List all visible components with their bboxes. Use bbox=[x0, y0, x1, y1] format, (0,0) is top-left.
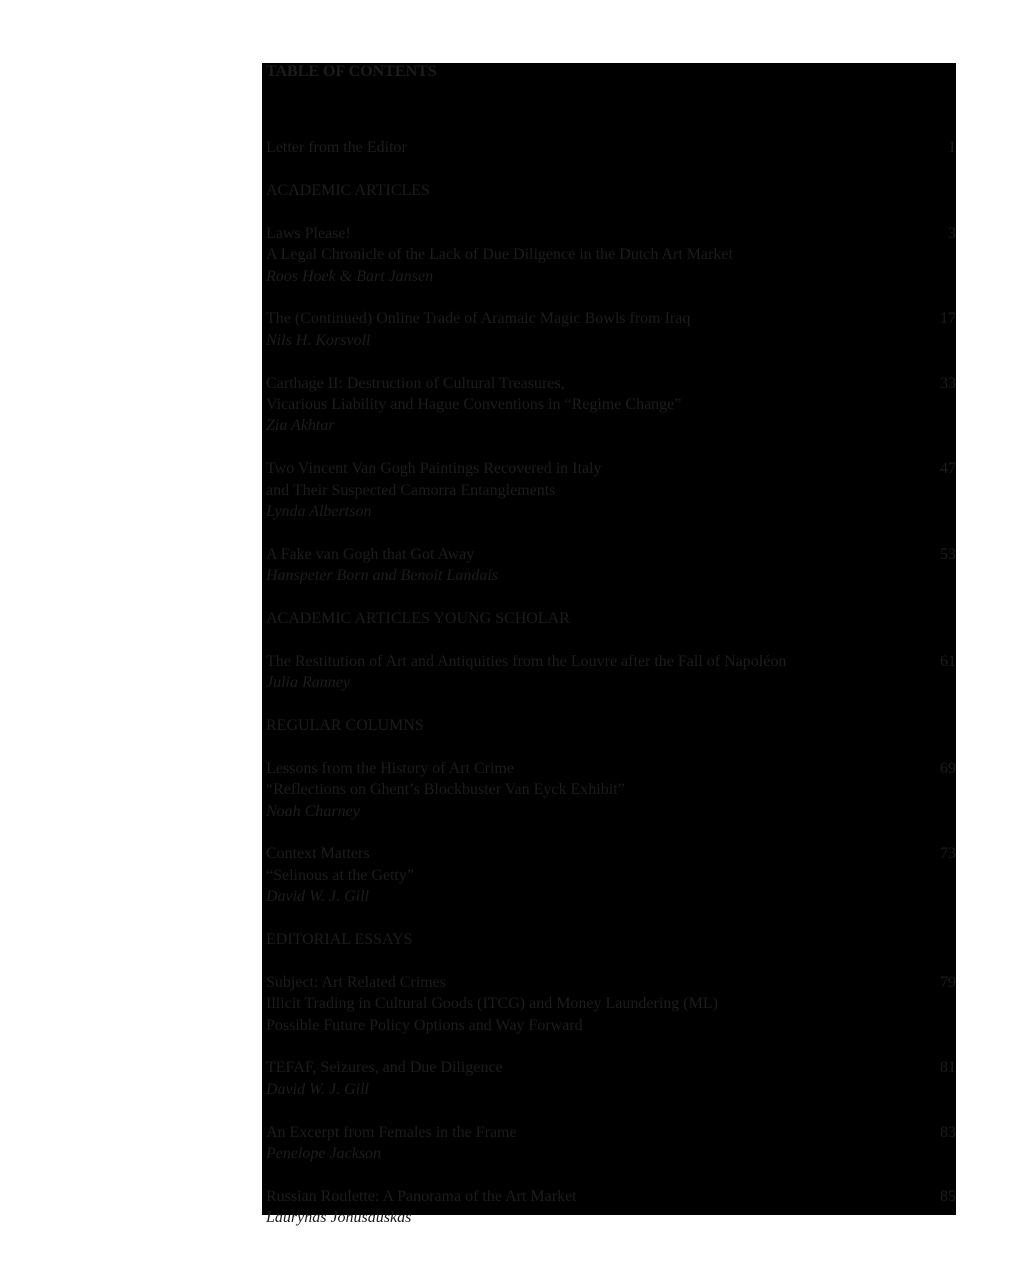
toc-entry-title: Russian Roulette: A Panorama of the Art Market bbox=[266, 1187, 577, 1205]
toc-entry-title: An Excerpt from Females in the Frame bbox=[266, 1123, 517, 1141]
toc-page-number: 81 bbox=[940, 1059, 956, 1077]
toc-entry-subtitle: “Selinous at the Getty” bbox=[266, 866, 414, 884]
toc-entry-author: David W. J. Gill bbox=[266, 1080, 369, 1098]
table-of-contents-panel bbox=[262, 63, 956, 1227]
toc-entry-author: Lynda Albertson bbox=[266, 502, 372, 520]
toc-entry[interactable] bbox=[266, 308, 956, 351]
toc-entry-title: Two Vincent Van Gogh Paintings Recovered in Italy bbox=[266, 460, 602, 478]
toc-section-heading: ACADEMIC ARTICLES bbox=[266, 181, 430, 199]
toc-entry-title: Lessons from the History of Art Crime bbox=[266, 759, 514, 777]
toc-entry-subtitle: Illicit Trading in Cultural Goods (ITCG) and Money Laundering (ML) bbox=[266, 995, 718, 1013]
toc-entry[interactable] bbox=[266, 843, 956, 907]
toc-page-number: 33 bbox=[940, 374, 956, 392]
toc-page-number: 79 bbox=[940, 973, 956, 991]
toc-entry[interactable] bbox=[266, 651, 956, 694]
toc-section-heading: ACADEMIC ARTICLES YOUNG SCHOLAR bbox=[266, 609, 570, 627]
toc-entry-author: Penelope Jackson bbox=[266, 1144, 382, 1162]
toc-entry[interactable] bbox=[266, 1057, 956, 1100]
toc-entry-author: Noah Charney bbox=[266, 802, 360, 820]
toc-entry[interactable] bbox=[266, 758, 956, 822]
toc-list bbox=[266, 123, 956, 1227]
toc-entry-title: TEFAF, Seizures, and Due Diligence bbox=[266, 1059, 503, 1077]
toc-page-number: 53 bbox=[940, 545, 956, 563]
toc-entry-title: Subject: Art Related Crimes bbox=[266, 973, 446, 991]
toc-entry-letter[interactable] bbox=[266, 137, 956, 158]
toc-entry-subtitle: A Legal Chronicle of the Lack of Due Diligence in the Dutch Art Market bbox=[266, 246, 733, 264]
toc-entry-author: Julia Ranney bbox=[266, 674, 350, 692]
toc-entry-title: The Restitution of Art and Antiquities from the Louvre after the Fall of Napoléon bbox=[266, 652, 787, 670]
toc-entry-author: Nils H. Korsvoll bbox=[266, 331, 371, 349]
toc-entry-subtitle: and Their Suspected Camorra Entanglements bbox=[266, 481, 556, 499]
toc-entry-author: Zia Akhtar bbox=[266, 417, 335, 435]
toc-page-number: 85 bbox=[940, 1187, 956, 1205]
toc-entry-subtitle: “Reflections on Ghent’s Blockbuster Van Eyck Exhibit” bbox=[266, 781, 625, 799]
toc-entry[interactable] bbox=[266, 1122, 956, 1165]
toc-entry[interactable] bbox=[266, 223, 956, 287]
toc-entry-title: Letter from the Editor bbox=[266, 139, 407, 156]
toc-entry-title: A Fake van Gogh that Got Away bbox=[266, 545, 475, 563]
toc-entry-title: Laws Please! bbox=[266, 224, 351, 242]
toc-page-number: 61 bbox=[940, 652, 956, 670]
toc-page-number: 69 bbox=[940, 759, 956, 777]
toc-entry-subtitle: Possible Future Policy Options and Way Forward bbox=[266, 1016, 583, 1034]
toc-entry-title: Carthage II: Destruction of Cultural Treasures, bbox=[266, 374, 565, 392]
toc-entry[interactable] bbox=[266, 1186, 956, 1229]
toc-entry[interactable] bbox=[266, 373, 956, 437]
toc-page-number: 17 bbox=[940, 310, 956, 328]
toc-title: TABLE OF CONTENTS bbox=[266, 63, 437, 80]
toc-section-heading: REGULAR COLUMNS bbox=[266, 716, 424, 734]
toc-section-heading: EDITORIAL ESSAYS bbox=[266, 930, 413, 948]
toc-entry-author: Roos Hoek & Bart Jansen bbox=[266, 267, 434, 285]
toc-entry[interactable] bbox=[266, 544, 956, 587]
toc-page-number: 83 bbox=[940, 1123, 956, 1141]
toc-entry[interactable] bbox=[266, 458, 956, 522]
toc-entry-title: The (Continued) Online Trade of Aramaic Magic Bowls from Iraq bbox=[266, 310, 691, 328]
toc-entry[interactable] bbox=[266, 972, 956, 1036]
toc-entry-author: David W. J. Gill bbox=[266, 888, 369, 906]
toc-entry-author: Laurynas Jonusauskas bbox=[266, 1209, 412, 1227]
toc-entry-subtitle: Vicarious Liability and Hague Conventions in “Regime Change” bbox=[266, 395, 682, 413]
toc-page-number: 73 bbox=[940, 845, 956, 863]
toc-entry-title: Context Matters bbox=[266, 845, 370, 863]
toc-entry-author: Hanspeter Born and Benoit Landais bbox=[266, 567, 498, 585]
toc-page-number: 3 bbox=[948, 224, 956, 242]
toc-page-number: 1 bbox=[948, 139, 956, 156]
toc-page-number: 47 bbox=[940, 460, 956, 478]
